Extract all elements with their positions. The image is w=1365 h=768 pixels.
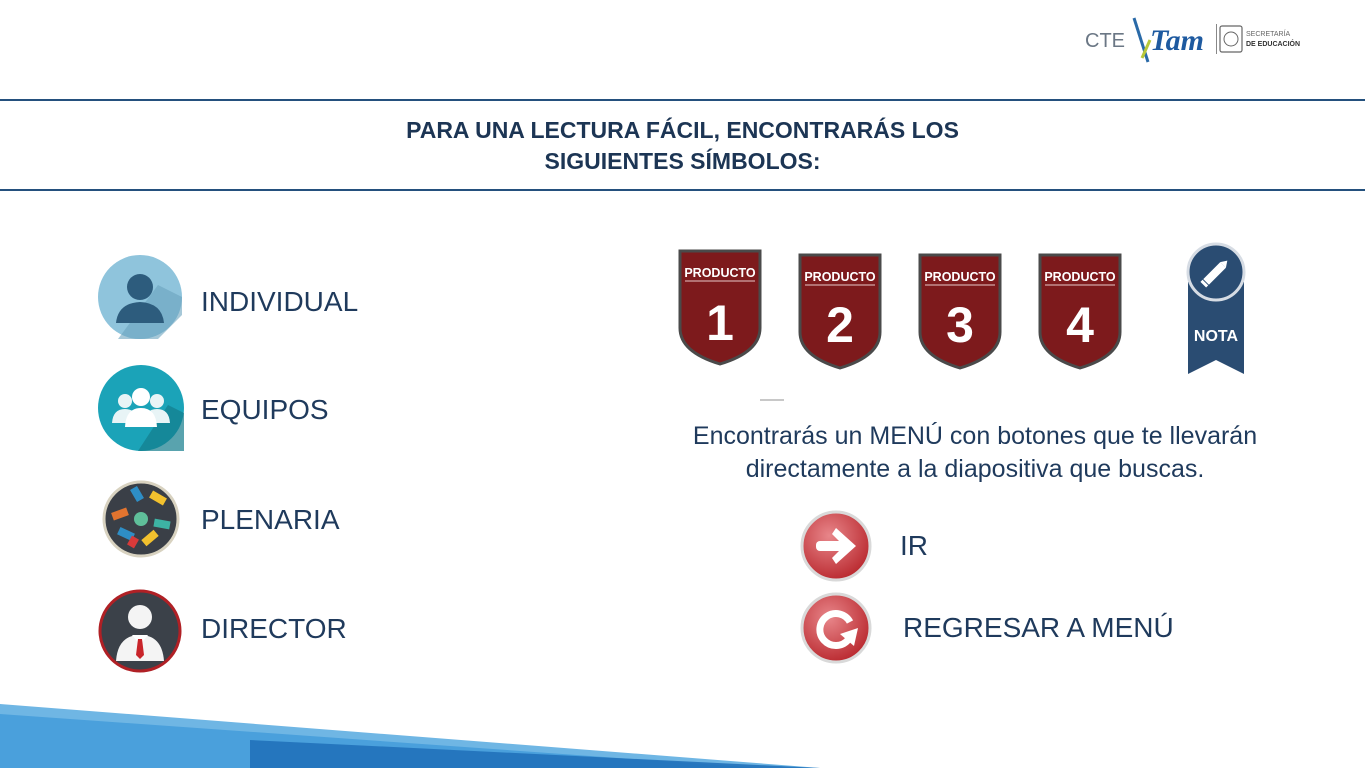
ir-button[interactable]	[800, 510, 872, 582]
menu-description-line1: Encontrarás un MENÚ con botones que te llevarán	[692, 422, 1258, 450]
regresar-menu-button[interactable]	[800, 592, 872, 664]
product-label: PRODUCTO	[1044, 270, 1116, 284]
product-badge-3	[917, 252, 1003, 375]
divider-dash	[760, 399, 784, 401]
tam-logo	[1128, 14, 1328, 66]
tam-logo-text: Tam	[1150, 24, 1204, 57]
product-label: PRODUCTO	[804, 270, 876, 284]
title-line1: PARA UNA LECTURA FÁCIL, ENCONTRARÁS LOS	[406, 117, 959, 143]
product-badge-2	[797, 252, 883, 375]
symbol-label-individual: INDIVIDUAL	[201, 286, 359, 317]
individual-icon	[98, 255, 182, 339]
product-number: 4	[1066, 297, 1094, 353]
menu-description-line2: directamente a la diapositiva que buscas.	[745, 455, 1205, 483]
nota-label: NOTA	[1193, 328, 1239, 345]
product-badge-4	[1037, 252, 1123, 375]
page-title	[0, 115, 1365, 177]
product-number: 1	[706, 295, 734, 351]
secretaria-line1: SECRETARÍA	[1246, 31, 1291, 38]
symbol-label-equipos: EQUIPOS	[201, 394, 329, 425]
symbol-label-director: DIRECTOR	[201, 613, 347, 644]
nota-ribbon	[1184, 242, 1248, 376]
product-label: PRODUCTO	[924, 270, 996, 284]
ribbon-shape-icon	[1184, 242, 1248, 376]
secretaria-line2: DE EDUCACIÓN	[1246, 41, 1301, 48]
ir-label: IR	[900, 530, 928, 561]
product-number: 2	[826, 297, 854, 353]
director-icon	[98, 589, 182, 673]
plenary-icon	[102, 480, 180, 558]
product-number: 3	[946, 297, 974, 353]
title-line2: SIGUIENTES SÍMBOLOS:	[544, 148, 821, 174]
regresar-label: REGRESAR A MENÚ	[903, 612, 1174, 643]
header-divider-bottom	[0, 189, 1365, 191]
footer-wave	[0, 700, 1365, 768]
product-badge-1	[677, 248, 763, 371]
seal-icon	[1220, 26, 1242, 52]
header-divider-top	[0, 99, 1365, 101]
menu-description	[640, 420, 1310, 486]
symbol-label-plenaria: PLENARIA	[201, 504, 340, 535]
cte-label: CTE	[1085, 30, 1125, 52]
product-label: PRODUCTO	[684, 266, 756, 280]
team-icon	[98, 365, 184, 451]
